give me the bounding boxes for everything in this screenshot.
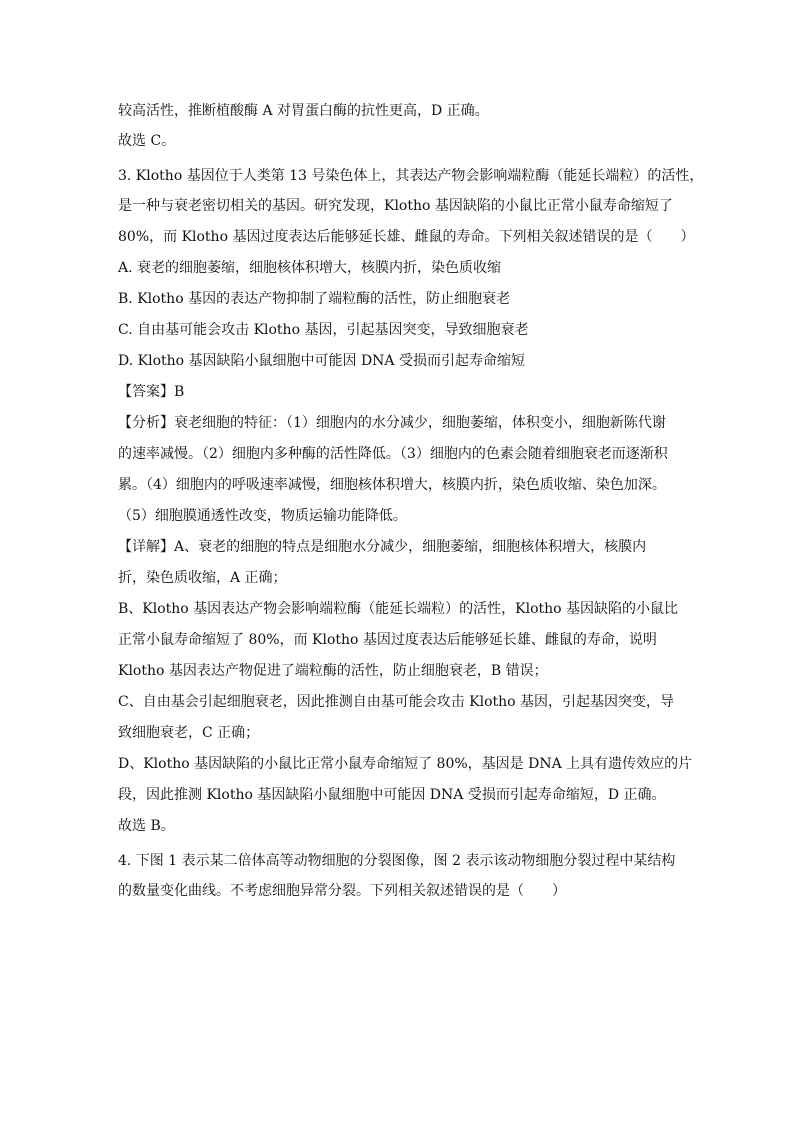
text-line: D. Klotho 基因缺陷小鼠细胞中可能因 DNA 受损而引起寿命缩短 [118,353,525,369]
text-line: 故选 B。 [118,818,175,834]
text-line: 【分析】衰老细胞的特征：（1）细胞内的水分减少，细胞萎缩，体积变小，细胞新陈代谢 [118,415,666,431]
text-line: 段，因此推测 Klotho 基因缺陷小鼠细胞中可能因 DNA 受损而引起寿命缩短，D 正确。 [118,787,666,803]
text-line: 正常小鼠寿命缩短了 80%，而 Klotho 基因过度表达后能够延长雄、雌鼠的寿命，说明 [118,632,657,648]
text-line: 的数量变化曲线。不考虑细胞异常分裂。下列相关叙述错误的是（ ） [118,883,566,899]
text-line: 80%，而 Klotho 基因过度表达后能够延长雄、雌鼠的寿命。下列相关叙述错误的是（ ） [118,229,695,245]
text-line: 是一种与衰老密切相关的基因。研究发现，Klotho 基因缺陷的小鼠比正常小鼠寿命缩短了 [118,198,673,214]
text-line: （5）细胞膜通透性改变，物质运输功能降低。 [118,508,407,524]
text-line: 累。（4）细胞内的呼吸速率减慢，细胞核体积增大，核膜内折，染色质收缩、染色加深。 [118,477,666,493]
text-line: 故选 C。 [118,133,176,149]
text-line: Klotho 基因表达产物促进了端粒酶的活性，防止细胞衰老，B 错误； [118,663,548,679]
text-line: 的速率减慢。（2）细胞内多种酶的活性降低。（3）细胞内的色素会随着细胞衰老而逐渐积 [118,446,668,462]
text-line: 致细胞衰老，C 正确； [118,725,260,741]
text-line: C. 自由基可能会攻击 Klotho 基因，引起基因突变，导致细胞衰老 [118,322,529,338]
text-line: A. 衰老的细胞萎缩，细胞核体积增大，核膜内折，染色质收缩 [118,260,502,276]
text-line: 【答案】B [118,384,185,400]
text-line: 折，染色质收缩，A 正确； [118,570,287,586]
text-line: 4. 下图 1 表示某二倍体高等动物细胞的分裂图像，图 2 表示该动物细胞分裂过程中某结构 [118,853,676,869]
text-line: 3. Klotho 基因位于人类第 13 号染色体上，其表达产物会影响端粒酶（能延长端粒）的活性， [118,168,704,184]
text-line: 【详解】A、衰老的细胞的特点是细胞水分减少，细胞萎缩，细胞核体积增大，核膜内 [118,539,647,555]
text-line: B. Klotho 基因的表达产物抑制了端粒酶的活性，防止细胞衰老 [118,291,511,307]
text-line: C、自由基会引起细胞衰老，因此推测自由基可能会攻击 Klotho 基因，引起基因突变，导 [118,694,675,710]
text-line: B、Klotho 基因表达产物会影响端粒酶（能延长端粒）的活性，Klotho 基因缺陷的小鼠比 [118,601,679,617]
text-line: 较高活性，推断植酸酶 A 对胃蛋白酶的抗性更高，D 正确。 [118,103,489,119]
text-line: D、Klotho 基因缺陷的小鼠比正常小鼠寿命缩短了 80%，基因是 DNA 上具有遗传效应的片 [118,756,693,772]
